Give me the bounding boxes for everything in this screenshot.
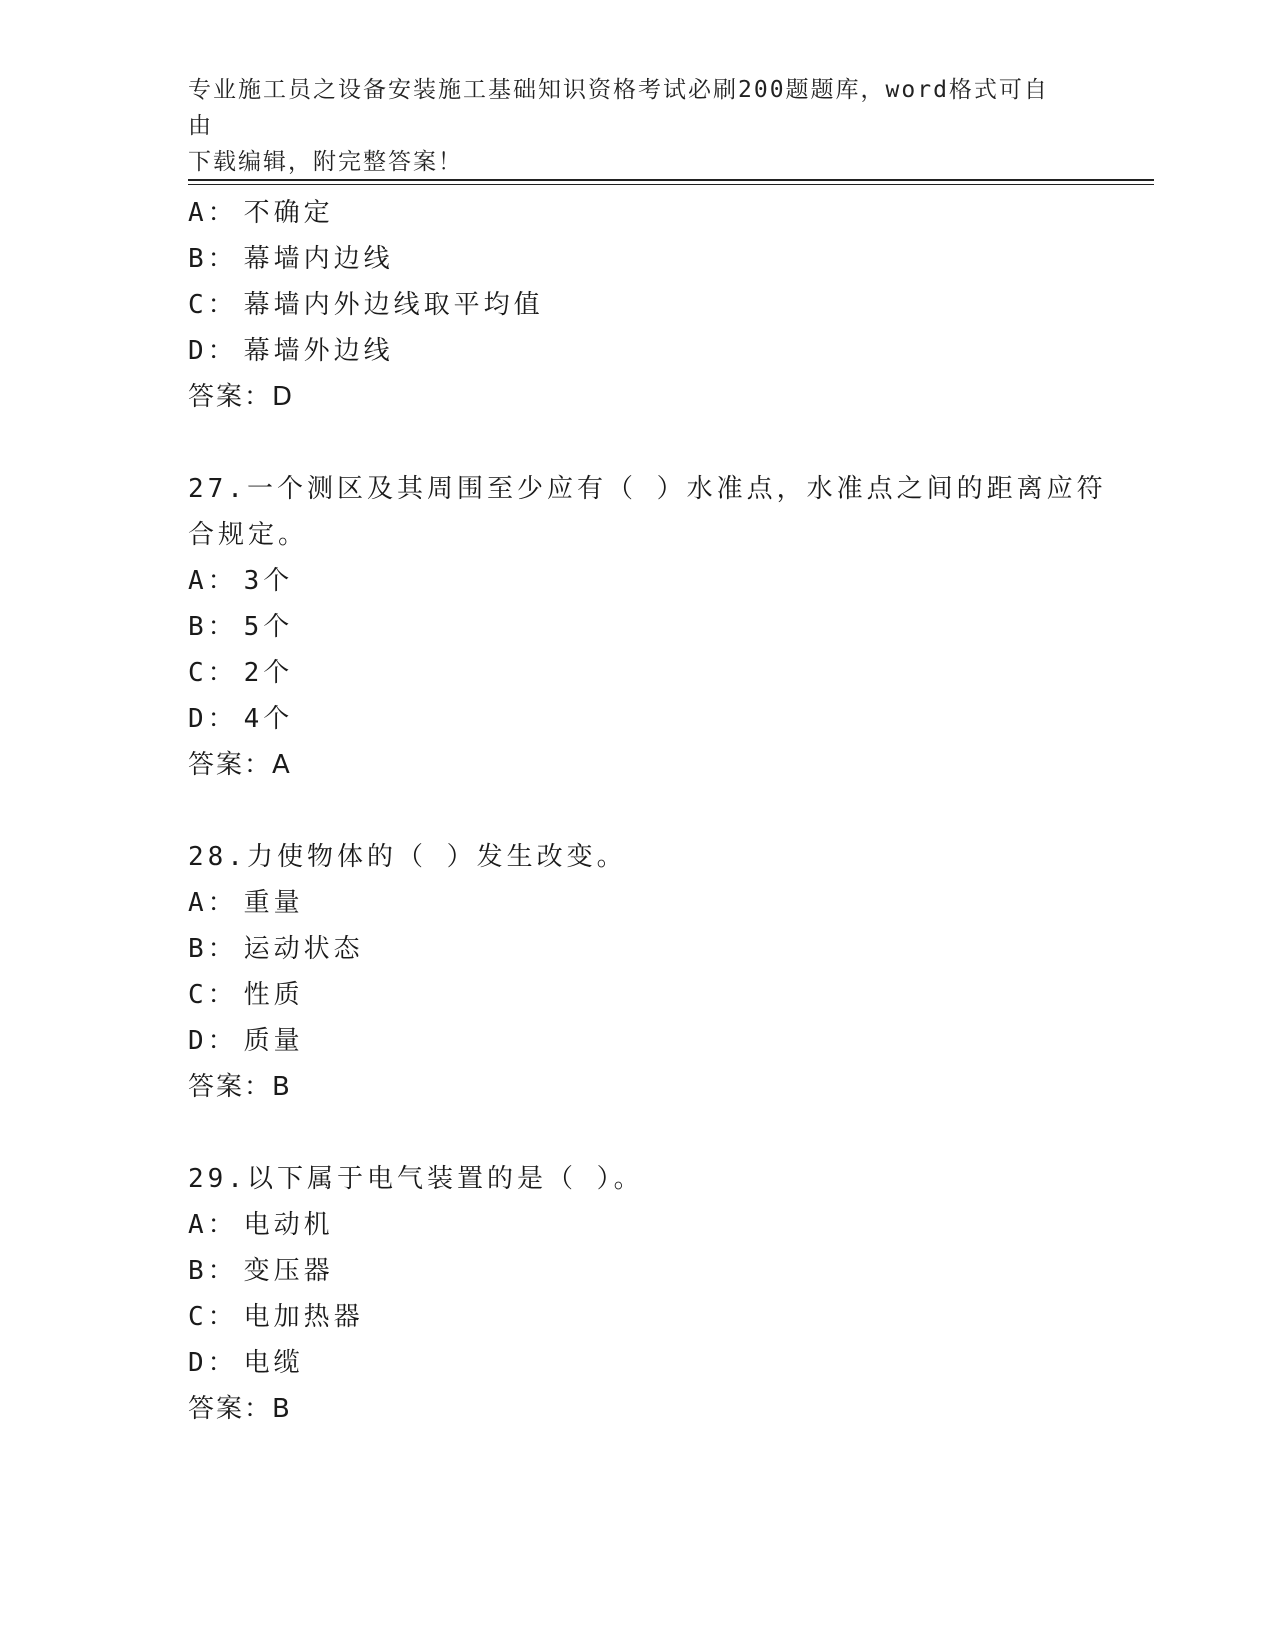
option-text: 幕墙内外边线取平均值: [243, 290, 544, 320]
option-text: 电动机: [243, 1210, 334, 1240]
option-b: [188, 604, 1088, 650]
option-b: [188, 926, 1088, 972]
header-divider-thin: [188, 184, 1154, 185]
option-key: C：: [188, 290, 238, 320]
question-block-26: [188, 190, 1088, 420]
option-key: A：: [188, 566, 238, 596]
option-d: [188, 1018, 1088, 1064]
option-a: [188, 880, 1088, 926]
option-text: 不确定: [243, 198, 334, 228]
answer-line: 答案：A: [188, 750, 292, 780]
option-key: A：: [188, 198, 238, 228]
header-line-2: 下载编辑，附完整答案！: [188, 149, 463, 175]
option-text: 5个: [243, 612, 294, 642]
question-stem: 29.以下属于电气装置的是（ ）。: [188, 1164, 644, 1194]
option-text: 电加热器: [243, 1302, 364, 1332]
question-list: [188, 190, 1107, 1432]
option-text: 幕墙内边线: [243, 244, 394, 274]
option-b: [188, 1248, 1088, 1294]
option-text: 4个: [243, 704, 294, 734]
option-key: B：: [188, 934, 238, 964]
option-text: 运动状态: [243, 934, 364, 964]
option-key: C：: [188, 1302, 238, 1332]
option-key: C：: [188, 980, 238, 1010]
question-stem-continued: 合规定。: [188, 520, 309, 550]
option-key: B：: [188, 244, 238, 274]
option-text: 变压器: [243, 1256, 334, 1286]
option-key: B：: [188, 1256, 238, 1286]
option-c: [188, 1294, 1088, 1340]
option-c: [188, 282, 1088, 328]
option-key: D：: [188, 1348, 238, 1378]
option-text: 性质: [243, 980, 304, 1010]
answer-line: 答案：D: [188, 382, 295, 412]
option-d: [188, 1340, 1088, 1386]
document-header: [188, 72, 1068, 180]
option-d: [188, 696, 1088, 742]
option-key: D：: [188, 1026, 238, 1056]
option-text: 重量: [243, 888, 304, 918]
option-c: [188, 650, 1088, 696]
question-stem: 27.一个测区及其周围至少应有（ ）水准点，水准点之间的距离应符: [188, 474, 1107, 504]
option-key: C：: [188, 658, 238, 688]
spacer: [188, 788, 1088, 834]
option-key: B：: [188, 612, 238, 642]
option-text: 质量: [243, 1026, 304, 1056]
option-text: 幕墙外边线: [243, 336, 394, 366]
answer-line: 答案：B: [188, 1394, 292, 1424]
option-c: [188, 972, 1088, 1018]
option-b: [188, 236, 1088, 282]
spacer: [188, 420, 1088, 466]
question-block-27: [188, 466, 1107, 788]
option-text: 2个: [243, 658, 294, 688]
spacer: [188, 1110, 1088, 1156]
option-d: [188, 328, 1088, 374]
option-key: A：: [188, 888, 238, 918]
option-text: 3个: [243, 566, 294, 596]
question-stem: 28.力使物体的（ ）发生改变。: [188, 842, 627, 872]
question-block-28: [188, 834, 1088, 1110]
option-a: [188, 190, 1088, 236]
answer-line: 答案：B: [188, 1072, 292, 1102]
option-key: D：: [188, 336, 238, 366]
option-key: A：: [188, 1210, 238, 1240]
question-block-29: [188, 1156, 1088, 1432]
header-divider-thick: [188, 179, 1154, 181]
option-a: [188, 1202, 1088, 1248]
option-text: 电缆: [243, 1348, 304, 1378]
header-line-1: 专业施工员之设备安装施工基础知识资格考试必刷200题题库，word格式可自由: [188, 77, 1049, 139]
option-key: D：: [188, 704, 238, 734]
option-a: [188, 558, 1088, 604]
